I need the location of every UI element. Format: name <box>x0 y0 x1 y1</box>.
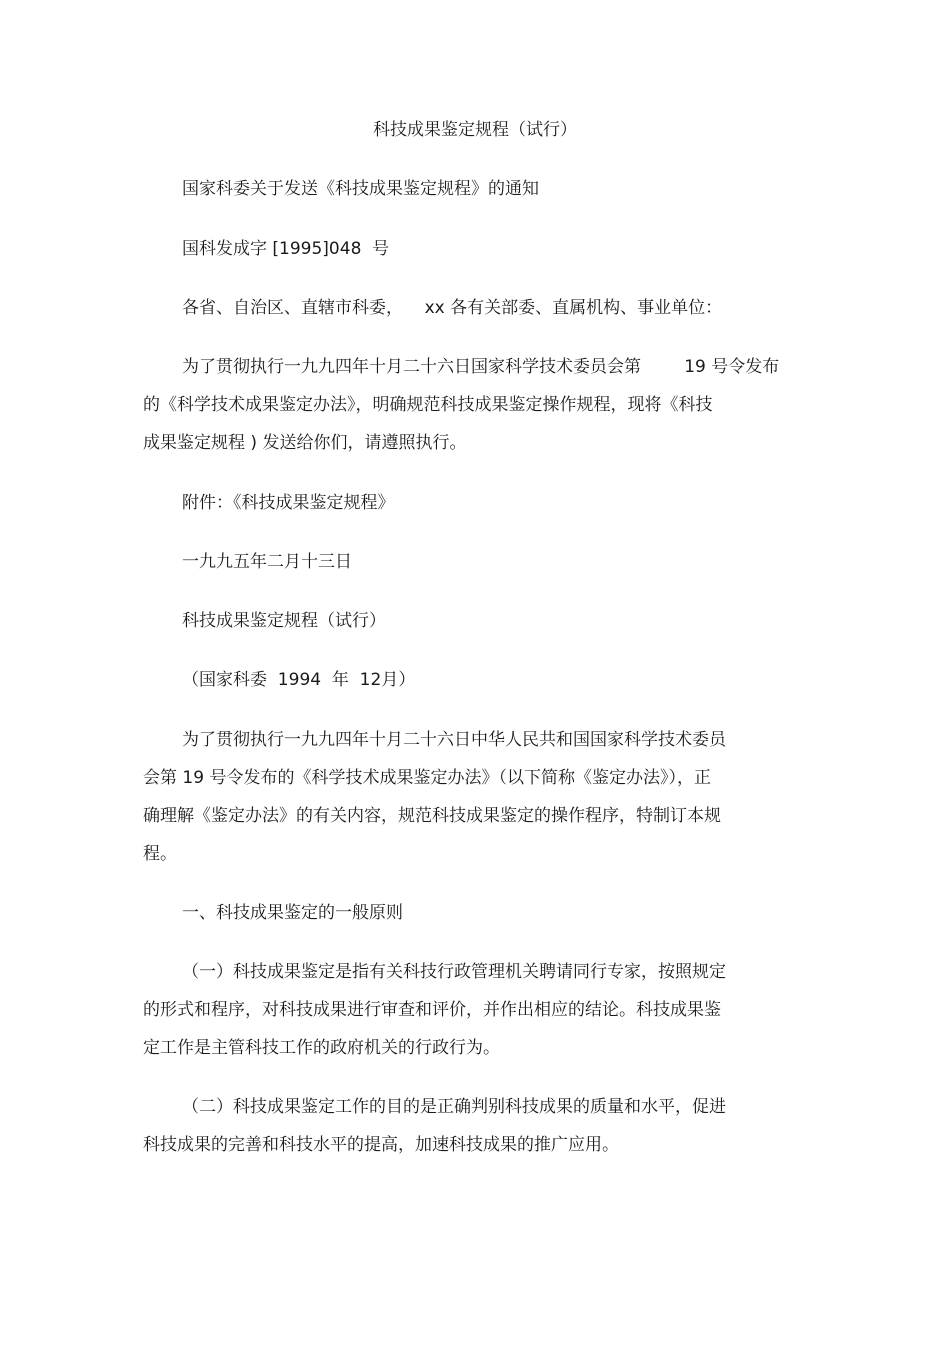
preamble-line: 会第 19 号令发布的《科学技术成果鉴定办法》（以下简称《鉴定办法》），正 <box>143 768 711 788</box>
clause-2-line: （二）科技成果鉴定工作的目的是正确判别科技成果的质量和水平，促进 <box>182 1097 726 1117</box>
recipients-line: 各省、自治区、直辖市科委， xx 各有关部委、直属机构、事业单位： <box>182 298 723 318</box>
section-heading: 一、科技成果鉴定的一般原则 <box>182 903 403 923</box>
clause-1-line: 定工作是主管科技工作的政府机关的行政行为。 <box>143 1038 500 1058</box>
preamble-line: 程。 <box>143 844 177 864</box>
document-number: 国科发成字 [1995]048 号 <box>182 239 390 259</box>
notice-date: 一九九五年二月十三日 <box>182 552 352 572</box>
intro-paragraph-line: 为了贯彻执行一九九四年十月二十六日国家科学技术委员会第 19 号令发布 <box>182 357 780 377</box>
clause-1-line: 的形式和程序，对科技成果进行审查和评价，并作出相应的结论。科技成果鉴 <box>143 1000 721 1020</box>
document-title: 科技成果鉴定规程（试行） <box>373 120 577 140</box>
intro-paragraph-line: 成果鉴定规程 ) 发送给你们，请遵照执行。 <box>143 433 467 453</box>
preamble-line: 确理解《鉴定办法》的有关内容，规范科技成果鉴定的操作程序，特制订本规 <box>143 806 721 826</box>
preamble-line: 为了贯彻执行一九九四年十月二十六日中华人民共和国国家科学技术委员 <box>182 730 726 750</box>
notice-title: 国家科委关于发送《科技成果鉴定规程》的通知 <box>182 179 539 199</box>
attachment-line: 附件：《科技成果鉴定规程》 <box>182 493 395 513</box>
clause-2-line: 科技成果的完善和科技水平的提高，加速科技成果的推广应用。 <box>143 1135 619 1155</box>
regulation-title: 科技成果鉴定规程（试行） <box>182 611 386 631</box>
clause-1-line: （一）科技成果鉴定是指有关科技行政管理机关聘请同行专家，按照规定 <box>182 962 726 982</box>
regulation-source: （国家科委 1994 年 12月） <box>182 670 416 690</box>
intro-paragraph-line: 的《科学技术成果鉴定办法》，明确规范科技成果鉴定操作规程，现将《科技 <box>143 395 713 415</box>
